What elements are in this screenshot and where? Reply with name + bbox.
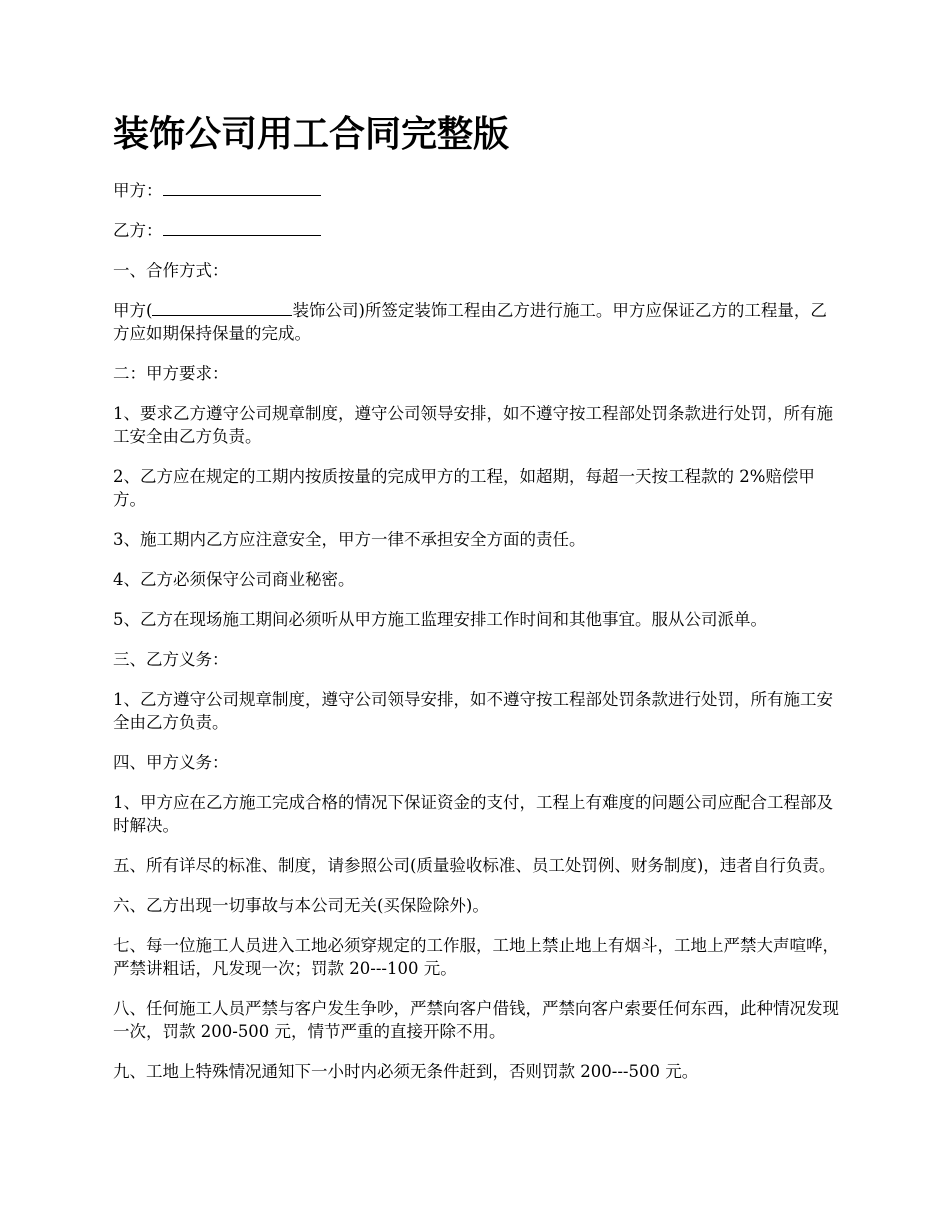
party-b-blank xyxy=(163,219,321,236)
cooperation-text-rest: 装饰公司)所签定装饰工程由乙方进行施工。甲方应保证乙方的工程量，乙方应如期保持保量的完成。 xyxy=(113,301,827,343)
party-b-label: 乙方： xyxy=(113,221,163,240)
section-heading-a-duties: 四、甲方义务： xyxy=(113,753,229,772)
section-heading-b-duties: 三、乙方义务： xyxy=(113,650,229,669)
a-duty-item: 1、甲方应在乙方施工完成合格的情况下保证资金的支付，工程上有难度的问题公司应配合工程部及时解决。 xyxy=(113,793,833,835)
document-title: 装饰公司用工合同完整版 xyxy=(113,113,510,155)
clause-item: 六、乙方出现一切事故与本公司无关(买保险除外)。 xyxy=(113,896,489,915)
party-a-label: 甲方： xyxy=(113,181,163,200)
party-b-line xyxy=(113,219,841,242)
section-heading-a-requirements: 二：甲方要求： xyxy=(113,364,229,383)
clause-item: 八、任何施工人员严禁与客户发生争吵，严禁向客户借钱，严禁向客户索要任何东西，此种情况发现一次，罚款 200-500 元，情节严重的直接开除不用。 xyxy=(113,999,839,1041)
a-requirement-item: 3、施工期内乙方应注意安全，甲方一律不承担安全方面的责任。 xyxy=(113,530,586,549)
company-name-blank xyxy=(152,299,292,316)
cooperation-text-start: 甲方( xyxy=(113,301,153,320)
a-requirement-item: 4、乙方必须保守公司商业秘密。 xyxy=(113,570,355,589)
a-requirement-item: 5、乙方在现场施工期间必须听从甲方施工监理安排工作时间和其他事宜。服从公司派单。 xyxy=(113,610,767,629)
section-heading-cooperation: 一、合作方式： xyxy=(113,261,229,280)
clause-item: 五、所有详尽的标准、制度，请参照公司(质量验收标准、员工处罚例、财务制度)，违者自行负责。 xyxy=(113,856,836,875)
b-duty-item: 1、乙方遵守公司规章制度，遵守公司领导安排，如不遵守按工程部处罚条款进行处罚，所有施工安全由乙方负责。 xyxy=(113,690,833,732)
cooperation-paragraph xyxy=(113,299,841,345)
a-requirement-item: 2、乙方应在规定的工期内按质按量的完成甲方的工程，如超期，每超一天按工程款的 2%赔偿甲方。 xyxy=(113,467,815,509)
clause-item: 七、每一位施工人员进入工地必须穿规定的工作服，工地上禁止地上有烟斗，工地上严禁大声喧哗，严禁讲粗话，凡发现一次；罚款 20---100 元。 xyxy=(113,936,839,978)
party-a-line xyxy=(113,179,841,202)
clause-item: 九、工地上特殊情况通知下一小时内必须无条件赶到，否则罚款 200---500 元。 xyxy=(113,1062,699,1081)
party-a-blank xyxy=(163,179,321,196)
a-requirement-item: 1、要求乙方遵守公司规章制度，遵守公司领导安排，如不遵守按工程部处罚条款进行处罚，所有施工安全由乙方负责。 xyxy=(113,404,833,446)
document-body xyxy=(113,179,841,1100)
